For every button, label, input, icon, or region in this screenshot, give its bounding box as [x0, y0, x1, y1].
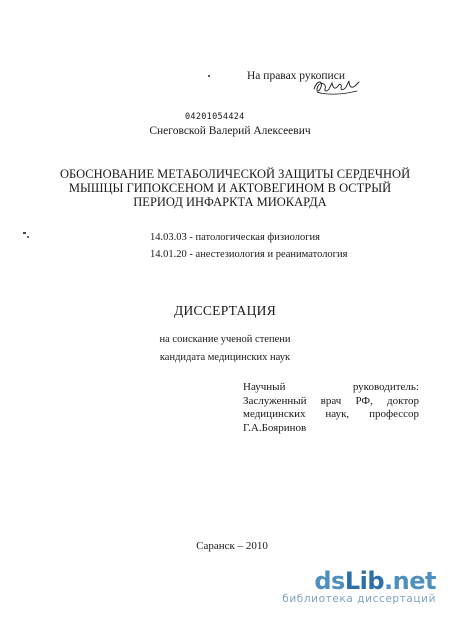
supervisor-word: доктор — [387, 394, 419, 407]
specialty-codes — [150, 229, 347, 263]
specialty-line: 14.01.20 - анестезиология и реаниматология — [150, 249, 348, 260]
dslib-logo — [282, 568, 436, 594]
author-name: Снеговской Валерий Алексеевич — [149, 125, 311, 137]
supervisor-line — [243, 395, 419, 409]
dslib-watermark — [282, 568, 436, 605]
supervisor-word: РФ, — [355, 394, 373, 407]
supervisor-word: Заслуженный — [243, 394, 307, 407]
scientific-supervisor-block — [243, 381, 419, 435]
supervisor-word: профессор — [369, 408, 419, 420]
specialty-line: 14.03.03 - патологическая физиология — [150, 232, 320, 243]
supervisor-line — [243, 381, 419, 395]
title-line: ОБОСНОВАНИЕ МЕТАБОЛИЧЕСКОЙ ЗАЩИТЫ СЕРДЕЧНОЙ — [60, 167, 411, 181]
scan-speck — [23, 232, 26, 234]
supervisor-word: руководитель: — [352, 381, 419, 393]
supervisor-word: Научный — [243, 381, 286, 393]
watermark-subtitle: библиотека диссертаций — [282, 593, 436, 605]
registration-number: 04201054424 — [185, 112, 245, 122]
degree-line: кандидата медицинских наук — [159, 352, 291, 363]
title-line: МЫШЦЫ ГИПОКСЕНОМ И АКТОВЕГИНОМ В ОСТРЫЙ — [68, 181, 392, 195]
supervisor-word: медицинских — [243, 408, 306, 420]
logo-part: .net — [384, 567, 436, 595]
document-type-heading: ДИССЕРТАЦИЯ — [173, 303, 276, 318]
supervisor-line — [243, 408, 419, 422]
scan-speck — [27, 236, 29, 238]
city-year: Саранск – 2010 — [196, 540, 268, 552]
logo-part: Lib — [344, 567, 385, 595]
supervisor-word: наук, — [325, 408, 350, 420]
degree-line: на соискание ученой степени — [159, 334, 291, 345]
dissertation-title — [60, 167, 411, 209]
supervisor-word: врач — [320, 394, 342, 407]
handwritten-signature — [311, 74, 361, 98]
manuscript-rights-note: На правах рукописи — [247, 70, 345, 82]
scan-speck — [208, 75, 210, 77]
title-line: ПЕРИОД ИНФАРКТА МИОКАРДА — [133, 195, 327, 209]
logo-part: ds — [314, 567, 345, 595]
degree-statement — [0, 331, 450, 367]
supervisor-name: Г.А.Бояринов — [243, 421, 307, 434]
